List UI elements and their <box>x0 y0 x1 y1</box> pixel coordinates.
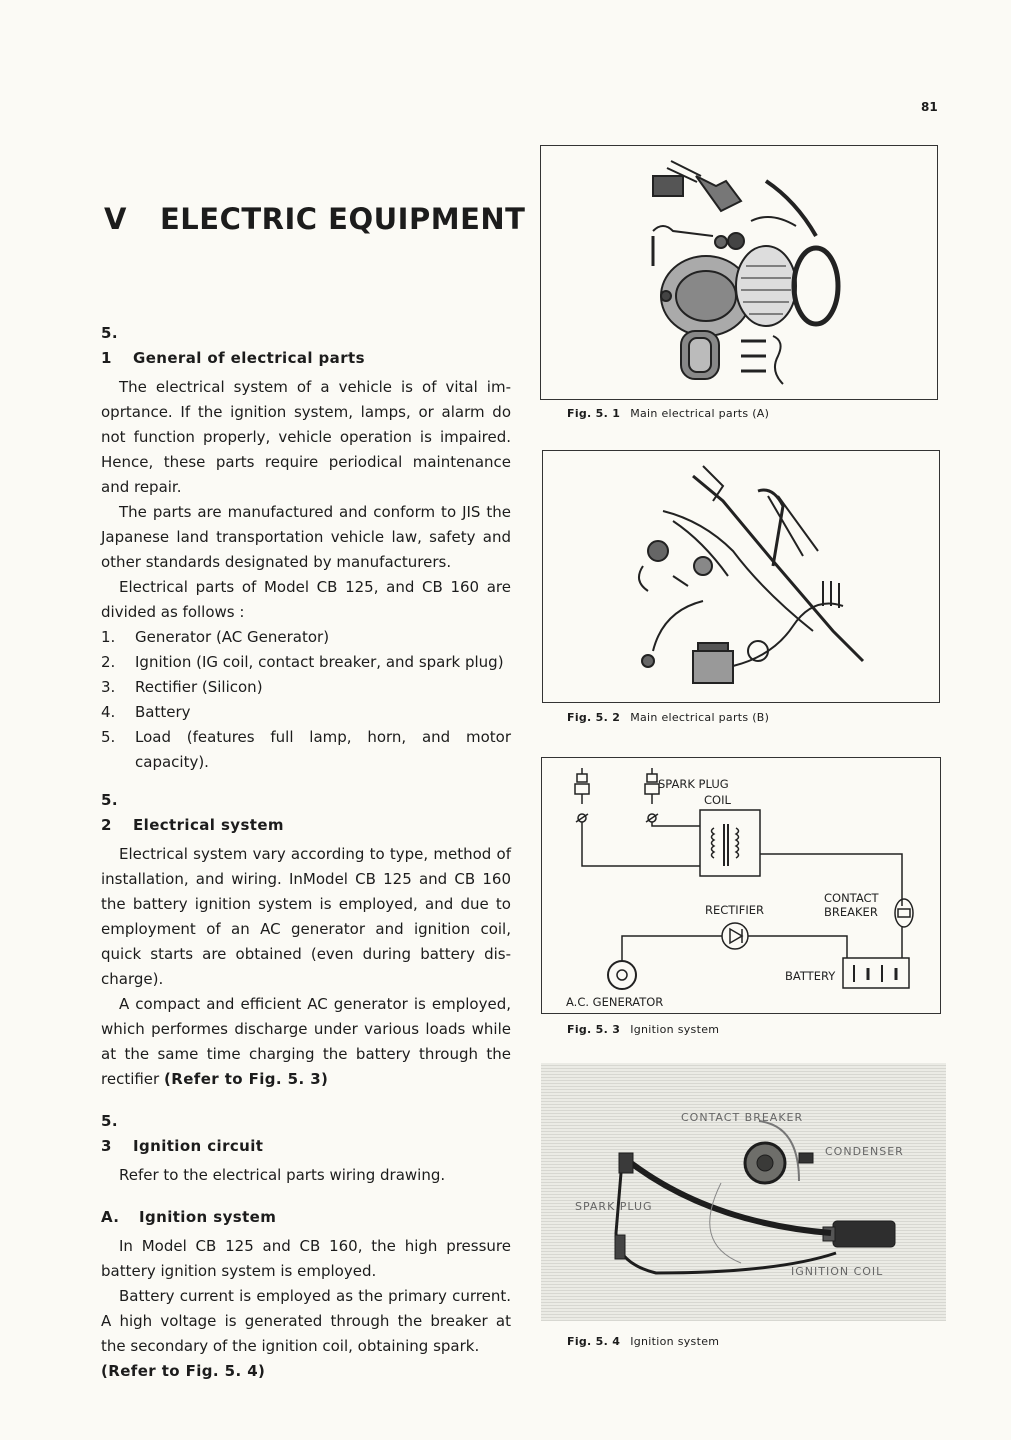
paragraph: Electrical parts of Model CB 125, and CB 160 are divided as follows : <box>101 578 511 621</box>
subsection-heading: A. Ignition system <box>101 1208 277 1226</box>
figure-5-4-photo <box>541 1063 946 1321</box>
chapter-roman: V <box>104 202 127 236</box>
chapter-name: ELECTRIC EQUIPMENT <box>160 202 526 236</box>
paragraph: The parts are manufactured and conform to JIS the Japanese land transportation vehicle law, safety and other standards designated by manufacturers. <box>101 503 511 571</box>
page-number: 81 <box>921 100 938 114</box>
figure-5-2-frame <box>542 450 940 703</box>
photo-label-spark-plug: SPARK PLUG <box>575 1200 653 1213</box>
list-item: 3. Rectifier (Silicon) <box>101 678 263 696</box>
figure-5-1-frame <box>540 145 938 400</box>
figure-reference: (Refer to Fig. 5. 3) <box>164 1070 329 1088</box>
paragraph: Electrical system vary according to type, method of installation, and wiring. InModel CB 125 and CB 160 the battery ignition system is employed, and due to employment of an AC generator and ignition coil, quick starts are obtained (even during battery dis-charge). <box>101 845 511 988</box>
paragraph: The electrical system of a vehicle is of vital im-oprtance. If the ignition system, lamps, or alarm do not function properly, vehicle operation is impaired. Hence, these parts require periodical maintenance and repair. <box>101 378 511 496</box>
paragraph: A compact and efficient AC generator is employed, which performes discharge under various loads while at the same time charging the battery through the rectifier (Refer to Fig. 5. 3) <box>101 995 511 1088</box>
figure-5-3-caption: Fig. 5. 3 Ignition system <box>567 1023 720 1036</box>
ignition-parts-photo-sketch <box>541 1063 946 1321</box>
paragraph: Battery current is employed as the primary current. A high voltage is generated through the breaker at the secondary of the ignition coil, obtaining spark. <box>101 1287 511 1355</box>
spark-plug-symbol <box>575 768 659 822</box>
photo-label-condenser: CONDENSER <box>825 1145 904 1158</box>
section-5-3 <box>101 1109 511 1384</box>
label-spark-plug: SPARK PLUG <box>658 777 729 791</box>
label-contact: CONTACT <box>824 891 879 905</box>
frame-wiring-illustration <box>543 451 939 702</box>
paragraph: Refer to the electrical parts wiring drawing. <box>119 1166 446 1184</box>
figure-reference: (Refer to Fig. 5. 4) <box>101 1362 266 1380</box>
parts-list <box>101 625 511 775</box>
headlight-parts-illustration <box>541 146 937 399</box>
paragraph: In Model CB 125 and CB 160, the high pressure battery ignition system is employed. <box>101 1237 511 1280</box>
label-battery: BATTERY <box>785 969 836 983</box>
photo-label-contact-breaker: CONTACT BREAKER <box>681 1111 804 1124</box>
list-item: 4. Battery <box>101 703 191 721</box>
label-rectifier: RECTIFIER <box>705 903 764 917</box>
photo-label-ignition-coil: IGNITION COIL <box>791 1265 884 1278</box>
ignition-schematic <box>542 758 940 1013</box>
label-coil: COIL <box>704 793 731 807</box>
chapter-title <box>104 202 525 236</box>
list-item: 2. Ignition (IG coil, contact breaker, and spark plug) <box>101 653 504 671</box>
section-heading: 5. 2 Electrical system <box>101 791 284 834</box>
figure-5-1-caption: Fig. 5. 1 Main electrical parts (A) <box>567 407 770 420</box>
list-item: 1. Generator (AC Generator) <box>101 628 330 646</box>
section-heading: 5. 3 Ignition circuit <box>101 1112 264 1155</box>
section-5-1 <box>101 321 511 775</box>
list-item: 5. Load (features full lamp, horn, and motor capacity). <box>101 728 511 771</box>
label-breaker: BREAKER <box>824 905 878 919</box>
figure-5-3-frame <box>541 757 941 1014</box>
figure-5-4-caption: Fig. 5. 4 Ignition system <box>567 1335 720 1348</box>
figure-5-2-caption: Fig. 5. 2 Main electrical parts (B) <box>567 711 770 724</box>
section-5-2 <box>101 788 511 1092</box>
label-generator: A.C. GENERATOR <box>566 995 664 1009</box>
section-heading: 5. 1 General of electrical parts <box>101 324 365 367</box>
